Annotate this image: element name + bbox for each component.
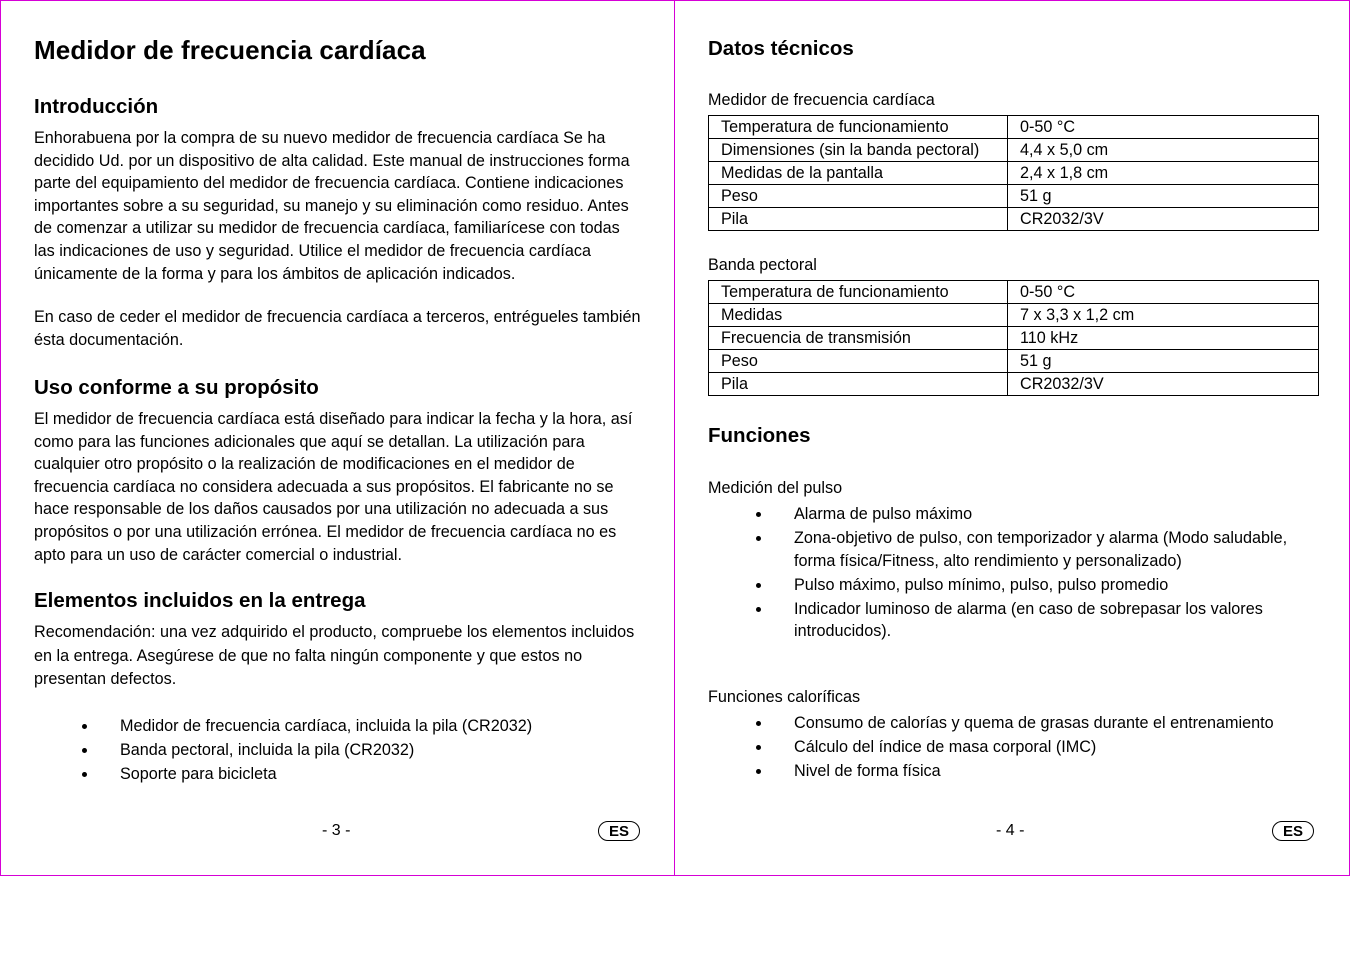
intro-paragraph: Enhorabuena por la compra de su nuevo medidor de frecuencia cardíaca Se ha decidido Ud. por un dispositivo de alta calidad. Este manual de instrucciones forma parte del equipamiento del medidor de frecuencia cardíaca. Contiene indicaciones importantes sobre a su seguridad, su manejo y su eliminación como residuo. Antes de comenzar a utilizar su medidor de frecuencia cardíaca, familiarícese con todas las indicaciones de uso y seguridad. Utilice el medidor de frecuencia cardíaca únicamente de la forma y para los ámbitos de aplicación indicados. bbox=[34, 129, 630, 283]
calorie-list bbox=[708, 712, 1316, 784]
table-cell-key: Frecuencia de transmisión bbox=[709, 327, 1008, 350]
intro-heading: Introducción bbox=[34, 95, 159, 118]
list-item: Pulso máximo, pulso mínimo, pulso, pulso promedio bbox=[708, 574, 1316, 597]
table-row bbox=[709, 304, 1319, 327]
table-cell-key: Temperatura de funcionamiento bbox=[709, 116, 1008, 139]
table1-label: Medidor de frecuencia cardíaca bbox=[708, 91, 935, 109]
list-item: Zona-objetivo de pulso, con temporizador y alarma (Modo saludable, forma física/Fitness, alto rendimiento y personalizado) bbox=[708, 527, 1316, 572]
page-number: - 4 - bbox=[996, 822, 1025, 839]
table-cell-value: 110 kHz bbox=[1008, 327, 1319, 350]
table-cell-key: Peso bbox=[709, 185, 1008, 208]
table-row bbox=[709, 350, 1319, 373]
table-cell-value: CR2032/3V bbox=[1008, 208, 1319, 231]
list-item: Cálculo del índice de masa corporal (IMC) bbox=[708, 736, 1316, 759]
table-row bbox=[709, 185, 1319, 208]
table-cell-value: 2,4 x 1,8 cm bbox=[1008, 162, 1319, 185]
list-item: Soporte para bicicleta bbox=[34, 763, 641, 786]
table-cell-value: 7 x 3,3 x 1,2 cm bbox=[1008, 304, 1319, 327]
table-cell-key: Pila bbox=[709, 208, 1008, 231]
list-item: Medidor de frecuencia cardíaca, incluida la pila (CR2032) bbox=[34, 715, 641, 738]
page-4 bbox=[674, 0, 1350, 876]
table-row bbox=[709, 208, 1319, 231]
list-item: Indicador luminoso de alarma (en caso de sobrepasar los valores introducidos). bbox=[708, 598, 1316, 643]
table-cell-value: CR2032/3V bbox=[1008, 373, 1319, 396]
list-item: Consumo de calorías y quema de grasas durante el entrenamiento bbox=[708, 712, 1316, 735]
intro-paragraph-2: En caso de ceder el medidor de frecuencia cardíaca a terceros, entrégueles también ésta documentación. bbox=[34, 308, 641, 349]
tech-heading: Datos técnicos bbox=[708, 37, 854, 60]
list-item: Alarma de pulso máximo bbox=[708, 503, 1316, 526]
functions-heading: Funciones bbox=[708, 424, 811, 447]
table-cell-key: Dimensiones (sin la banda pectoral) bbox=[709, 139, 1008, 162]
spec-table-monitor bbox=[708, 115, 1319, 231]
table-cell-value: 51 g bbox=[1008, 350, 1319, 373]
table-cell-key: Medidas de la pantalla bbox=[709, 162, 1008, 185]
pulse-label: Medición del pulso bbox=[708, 479, 843, 497]
table-row bbox=[709, 281, 1319, 304]
use-paragraph: El medidor de frecuencia cardíaca está diseñado para indicar la fecha y la hora, así como para las funciones adicionales que aquí se detallan. La utilización para cualquier otro propósito o la realización de modificaciones en el medidor de frecuencia cardíaca no considera adecuada a sus propósitos. El fabricante no se hace responsable de los daños causados por una utilización no adecuada a sus propósitos o por una utilización errónea. El medidor de frecuencia cardíaca no es apto para un uso de carácter comercial o industrial. bbox=[34, 410, 633, 564]
language-badge: ES bbox=[598, 821, 640, 841]
list-item: Nivel de forma física bbox=[708, 760, 1316, 783]
pulse-list bbox=[708, 503, 1316, 645]
table2-label: Banda pectoral bbox=[708, 256, 817, 274]
language-badge: ES bbox=[1272, 821, 1314, 841]
table-cell-key: Temperatura de funcionamiento bbox=[709, 281, 1008, 304]
table-cell-key: Pila bbox=[709, 373, 1008, 396]
page-3 bbox=[0, 0, 675, 876]
table-cell-value: 0-50 °C bbox=[1008, 281, 1319, 304]
delivery-note: Recomendación: una vez adquirido el producto, compruebe los elementos incluidos en la entrega. Asegúrese de que no falta ningún componente y que estos no presentan defectos. bbox=[34, 623, 635, 688]
table-row bbox=[709, 373, 1319, 396]
use-heading: Uso conforme a su propósito bbox=[34, 376, 319, 399]
table-cell-key: Peso bbox=[709, 350, 1008, 373]
document-title: Medidor de frecuencia cardíaca bbox=[34, 35, 426, 65]
table-cell-value: 51 g bbox=[1008, 185, 1319, 208]
spec-table-chest-strap bbox=[708, 280, 1319, 396]
calorie-label: Funciones caloríficas bbox=[708, 688, 861, 706]
list-item: Banda pectoral, incluida la pila (CR2032) bbox=[34, 739, 641, 762]
table-row bbox=[709, 116, 1319, 139]
table-row bbox=[709, 162, 1319, 185]
delivery-heading: Elementos incluidos en la entrega bbox=[34, 589, 366, 612]
table-cell-value: 4,4 x 5,0 cm bbox=[1008, 139, 1319, 162]
table-cell-value: 0-50 °C bbox=[1008, 116, 1319, 139]
page-number: - 3 - bbox=[322, 822, 351, 839]
table-row bbox=[709, 327, 1319, 350]
table-cell-key: Medidas bbox=[709, 304, 1008, 327]
delivery-list bbox=[34, 715, 641, 787]
table-row bbox=[709, 139, 1319, 162]
